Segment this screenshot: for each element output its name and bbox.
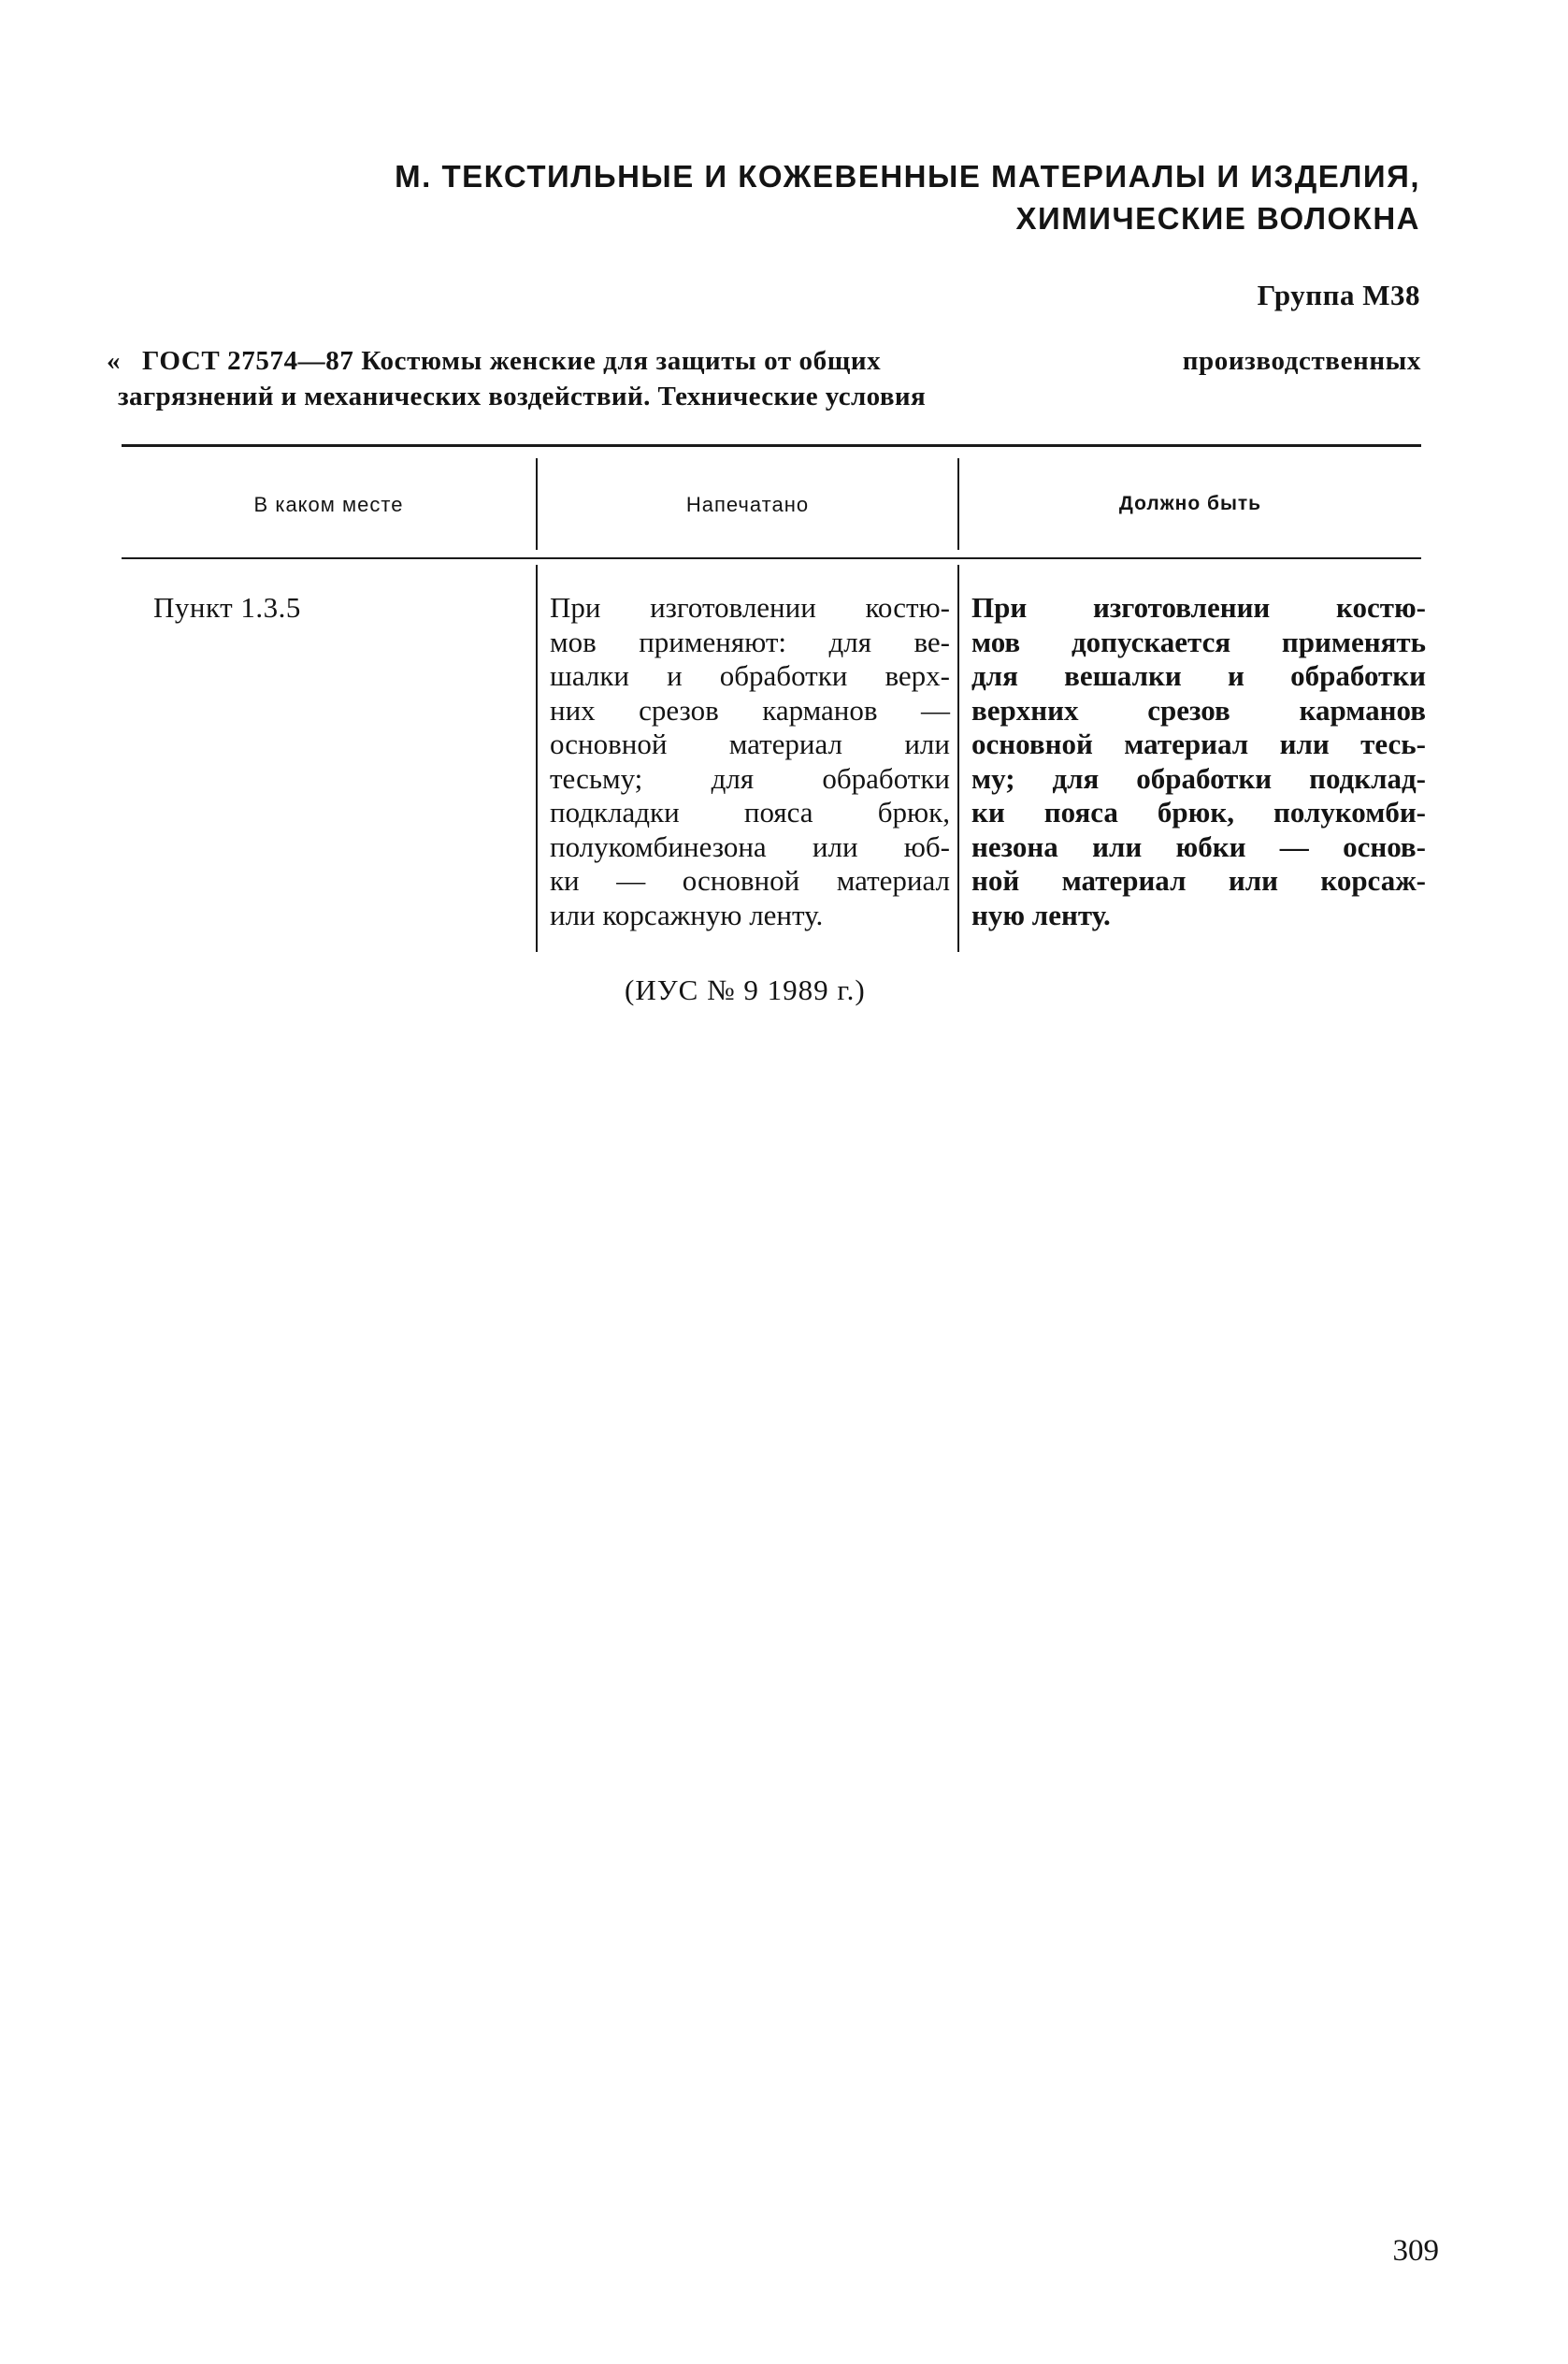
table-cell-should-be [971, 591, 1426, 932]
should-be-line: ки пояса брюк, полукомби- [971, 796, 1426, 829]
printed-line: них срезов карманов — [550, 693, 950, 727]
column-header-should-be: Должно быть [1118, 493, 1262, 514]
section-title-line-1: М. ТЕКСТИЛЬНЫЕ И КОЖЕВЕННЫЕ МАТЕРИАЛЫ И ИЗДЕЛИЯ, [395, 159, 1420, 194]
column-header-printed: Напечатано [685, 493, 810, 516]
group-label: Группа М38 [1257, 279, 1420, 311]
column-divider-2-body [957, 565, 959, 952]
printed-line: ки — основной материал [550, 864, 950, 897]
should-be-line: незона или юбки — основ- [971, 829, 1426, 863]
table-top-rule [122, 444, 1421, 447]
heading-line-1-left: ГОСТ 27574—87 Костюмы женские для защиты от общих [142, 346, 882, 376]
printed-line: шалки и обработки верх- [550, 659, 950, 692]
heading-line-1-right: производственных [1182, 346, 1421, 376]
heading-line-2: загрязнений и механических воздействий. Технические условия [118, 382, 927, 411]
printed-line: или корсажную ленту. [550, 898, 824, 931]
should-be-line: ной материал или корсаж- [971, 864, 1426, 897]
column-header-place: В каком месте [253, 493, 404, 516]
should-be-line: При изготовлении костю- [971, 591, 1426, 624]
column-divider-1-body [536, 565, 538, 952]
should-be-line: мов допускается применять [971, 625, 1426, 658]
document-heading [107, 343, 1421, 414]
printed-line: При изготовлении костю- [550, 591, 950, 624]
printed-line: основной материал или [550, 728, 950, 760]
printed-line: тесьму; для обработки [550, 761, 950, 795]
page-number: 309 [1392, 2234, 1439, 2268]
heading-marker: « [107, 346, 121, 376]
should-be-line: основной материал или тесь- [971, 728, 1426, 760]
should-be-line: му; для обработки подклад- [971, 761, 1426, 795]
section-title-line-2: ХИМИЧЕСКИЕ ВОЛОКНА [1015, 201, 1420, 236]
section-title [205, 155, 1420, 239]
should-be-line: верхних срезов карманов [971, 693, 1426, 727]
should-be-line: ную ленту. [971, 898, 1111, 931]
should-be-line: для вешалки и обработки [971, 659, 1426, 692]
printed-line: полукомбинезона или юб- [550, 829, 950, 863]
table-header-rule [122, 557, 1421, 559]
table-cell-place: Пункт 1.3.5 [153, 591, 301, 624]
heading-line-1 [112, 343, 1421, 379]
printed-line: мов применяют: для ве- [550, 625, 950, 658]
table-cell-printed [550, 591, 950, 932]
source-note: (ИУС № 9 1989 г.) [625, 973, 866, 1006]
printed-line: подкладки пояса брюк, [550, 796, 950, 829]
